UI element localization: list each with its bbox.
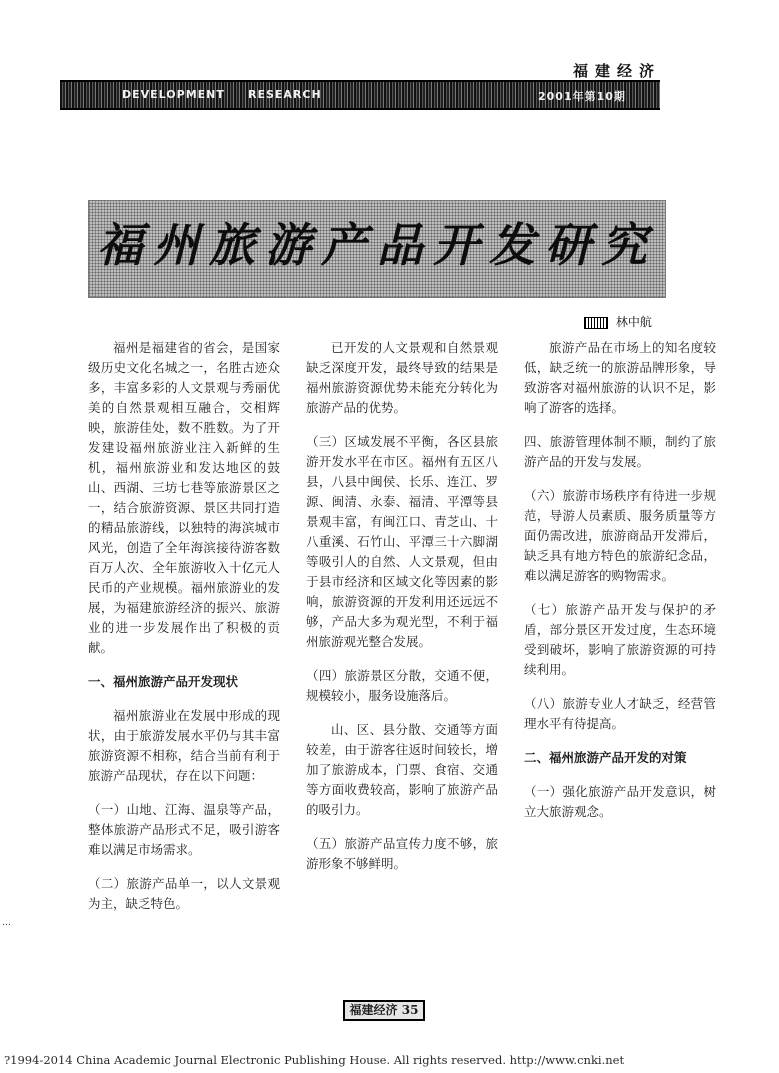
- section-heading: 一、福州旅游产品开发现状: [88, 674, 239, 689]
- author-line: [584, 313, 652, 330]
- margin-mark: …: [2, 918, 11, 928]
- paragraph: （三）区域发展不平衡，各区县旅游开发水平在市区。福州有五区八县，八县中闽侯、长乐、连江、罗源、闽清、永泰、福清、平潭等县景观丰富，有闽江口、青芝山、十八重溪、石竹山、平潭三十六脚湖等吸引人的自然、人文景观，但由于县市经济和区域文化等因素的影响，旅游资源的开发利用还远远不够，产品大多为观光型，不利于福州旅游观光整合发展。: [306, 434, 498, 649]
- paragraph: （五）旅游产品宣传力度不够，旅游形象不够鲜明。: [306, 836, 498, 871]
- paragraph: 四、旅游管理体制不顺，制约了旅游产品的开发与发展。: [524, 434, 716, 469]
- article-body: [88, 338, 716, 1018]
- header-band: [60, 80, 660, 110]
- paragraph: （八）旅游专业人才缺乏，经营管理水平有待提高。: [524, 696, 716, 731]
- section-heading: 二、福州旅游产品开发的对策: [524, 750, 687, 765]
- column-3: [524, 338, 716, 1018]
- paragraph: 旅游产品在市场上的知名度较低，缺乏统一的旅游品牌形象，导致游客对福州旅游的认识不足，影响了游客的选择。: [524, 340, 716, 415]
- page-number: 福建经济 35: [343, 1000, 425, 1021]
- header-band-left: DEVELOPMENT: [122, 88, 225, 101]
- paragraph: （一）山地、江海、温泉等产品，整体旅游产品形式不足，吸引游客难以满足市场需求。: [88, 802, 280, 857]
- issue-label: 2001年第10期: [538, 90, 626, 103]
- paragraph: （四）旅游景区分散，交通不便，规模较小，服务设施落后。: [306, 668, 498, 703]
- journal-name: 福建经济: [572, 62, 661, 80]
- author-name: 林中航: [615, 315, 652, 329]
- article-title: 福州旅游产品开发研究: [97, 218, 657, 272]
- paragraph: （七）旅游产品开发与保护的矛盾，部分景区开发过度，生态环境受到破坏，影响了旅游资源的可持续利用。: [524, 602, 716, 677]
- copyright-line: ?1994-2014 China Academic Journal Electronic Publishing House. All rights reserved. http://www.cnki.net: [4, 1053, 625, 1067]
- paragraph: 山、区、县分散、交通等方面较差，由于游客往返时间较长，增加了旅游成本，门票、食宿、交通等方面收费较高，影响了旅游产品的吸引力。: [306, 722, 498, 817]
- paragraph: 已开发的人文景观和自然景观缺乏深度开发，最终导致的结果是福州旅游资源优势未能充分转化为旅游产品的优势。: [306, 340, 498, 415]
- paragraph: 福州是福建省的省会，是国家级历史文化名城之一，名胜古迹众多，丰富多彩的人文景观与秀丽优美的自然景观相互融合，交相辉映，旅游佳处，数不胜数。为了开发建设福州旅游业注入新鲜的生机，福州旅游业和发达地区的鼓山、西湖、三坊七巷等旅游景区之一，结合旅游资源、景区共同打造的精品旅游线，以独特的海滨城市风光，创造了全年海滨接待游客数百万人次、全年旅游收入十亿元人民币的产业规模。福州旅游业的发展，为福建旅游经济的振兴、旅游业的进一步发展作出了积极的贡献。: [88, 340, 280, 655]
- paragraph: （六）旅游市场秩序有待进一步规范，导游人员素质、服务质量等方面仍需改进，旅游商品开发滞后，缺乏具有地方特色的旅游纪念品，难以满足游客的购物需求。: [524, 488, 716, 583]
- author-mark-icon: [584, 317, 608, 329]
- paragraph: （二）旅游产品单一，以人文景观为主，缺乏特色。: [88, 876, 280, 911]
- column-1: [88, 338, 280, 1018]
- title-box: [88, 200, 666, 298]
- column-2: [306, 338, 498, 1018]
- paragraph: （一）强化旅游产品开发意识，树立大旅游观念。: [524, 784, 716, 819]
- header-band-mid: RESEARCH: [248, 88, 322, 101]
- paragraph: 福州旅游业在发展中形成的现状，由于旅游发展水平仍与其丰富旅游资源不相称，结合当前有利于旅游产品现状，存在以下问题：: [88, 708, 280, 783]
